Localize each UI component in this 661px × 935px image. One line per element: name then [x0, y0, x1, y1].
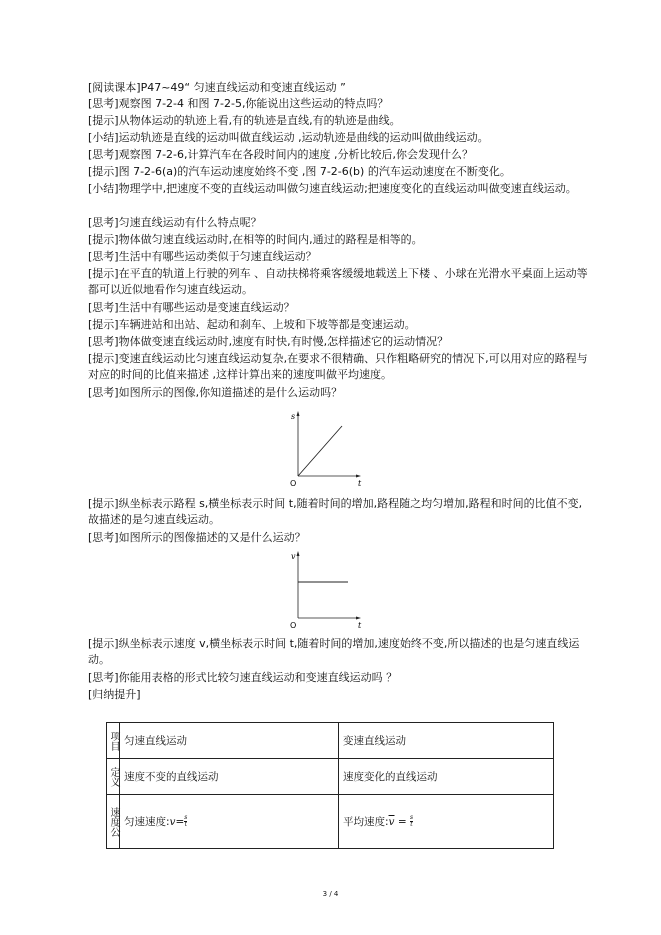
table-cell: 速度不变的直线运动	[120, 759, 339, 795]
row-header: 定义	[107, 759, 120, 795]
fraction	[184, 815, 187, 828]
fraction-numerator: s	[409, 814, 414, 821]
question-paragraph: [思考]你能用表格的形式比较匀速直线运动和变速直线运动吗 ？	[88, 671, 398, 684]
question-paragraph: [思考]如图所示的图像,你知道描述的是什么运动吗？	[88, 386, 343, 399]
row-header: 速度公	[107, 795, 120, 849]
uniform-speed-formula	[124, 814, 187, 829]
reading-assignment: [阅读课本]P47~49“ 匀速直线运动和变速直线运动 ”	[88, 81, 346, 94]
formula-equals: =	[394, 815, 410, 828]
table-row	[107, 723, 554, 759]
question-paragraph: [思考]生活中有哪些运动类似于匀速直线运动？	[88, 250, 317, 263]
question-paragraph: [思考]观察图 7-2-4 和图 7-2-5,你能说出这些运动的特点吗？	[88, 97, 389, 110]
table-cell: 匀速直线运动	[120, 723, 339, 759]
origin-label: O	[290, 479, 297, 488]
origin-label: O	[290, 621, 297, 630]
formula-equals: =	[175, 815, 185, 828]
hint-paragraph: [提示]从物体运动的轨迹上看,有的轨迹是直线,有的轨迹是曲线。	[88, 114, 401, 127]
fraction-denominator: t	[410, 821, 413, 828]
summary-paragraph: [小结]运动轨迹是直线的运动叫做直线运动 ,运动轨迹是曲线的运动叫做曲线运动。	[88, 131, 489, 144]
s-t-graph	[284, 408, 364, 488]
question-paragraph: [思考]生活中有哪些运动是变速直线运动？	[88, 301, 295, 314]
hint-paragraph: [提示]物体做匀速直线运动时,在相等的时间内,通过的路程是相等的。	[88, 233, 423, 246]
fraction-numerator: s	[184, 814, 188, 821]
y-axis-label: s	[291, 412, 296, 421]
formula-variable: $\overline{v}$	[388, 815, 395, 828]
x-axis-label: t	[358, 479, 362, 488]
row-header: 项目	[107, 723, 120, 759]
summary-paragraph: [小结]物理学中,把速度不变的直线运动叫做匀速直线运动;把速度变化的直线运动叫做变速直线运动。	[88, 182, 577, 195]
table-row	[107, 795, 554, 849]
comparison-table	[106, 722, 554, 849]
y-axis-label: v	[291, 552, 296, 561]
formula-prefix: 平均速度:	[343, 816, 389, 828]
fraction-denominator: t	[184, 821, 188, 828]
hint-paragraph: [提示]变速直线运动比匀速直线运动复杂,在要求不很精确、只作粗略研究的情况下,可以用对应的路程与对应的时间的比值来描述 ,这样计算出来的速度叫做平均速度。	[88, 352, 588, 381]
question-paragraph: [思考]匀速直线运动有什么特点呢？	[88, 216, 262, 229]
hint-paragraph: [提示]纵坐标表示路程 s,横坐标表示时间 t,随着时间的增加,路程随之均匀增加,路程和时间的比值不变,故描述的是匀速直线运动。	[88, 497, 583, 526]
average-speed-formula	[343, 814, 413, 829]
question-paragraph: [思考]物体做变速直线运动时,速度有时快,有时慢,怎样描述它的运动情况？	[88, 335, 449, 348]
average-speed-formula-cell	[339, 795, 554, 849]
x-axis-label: t	[358, 621, 362, 630]
page-number: 3 / 4	[322, 890, 339, 898]
formula-prefix: 匀速速度:	[124, 816, 170, 828]
fraction	[410, 815, 413, 828]
hint-paragraph: [提示]纵坐标表示速度 v,横坐标表示时间 t,随着时间的增加,速度始终不变,所以描述的也是匀速直线运动。	[88, 637, 580, 666]
hint-paragraph: [提示]在平直的轨道上行驶的列车 、自动扶梯将乘客缓缓地载送上下楼 、小球在光滑水平桌面上运动等都可以近似地看作匀速直线运动。	[88, 267, 588, 296]
summary-heading: [归纳提升]	[88, 688, 141, 701]
question-paragraph: [思考]如图所示的图像描述的又是什么运动？	[88, 531, 306, 544]
table-row	[107, 759, 554, 795]
question-paragraph: [思考]观察图 7-2-6,计算汽车在各段时间内的速度 ,分析比较后,你会发现什么？	[88, 148, 473, 161]
v-t-graph	[284, 548, 364, 630]
table-cell: 变速直线运动	[339, 723, 554, 759]
table-cell: 速度变化的直线运动	[339, 759, 554, 795]
hint-paragraph: [提示]车辆进站和出站、起动和刹车、上坡和下坡等都是变速运动。	[88, 318, 416, 331]
uniform-speed-formula-cell	[120, 795, 339, 849]
hint-paragraph: [提示]图 7-2-6(a)的汽车运动速度始终不变 ,图 7-2-6(b) 的汽车运动速度在不断变化。	[88, 165, 511, 178]
formula-variable: v	[169, 815, 176, 828]
